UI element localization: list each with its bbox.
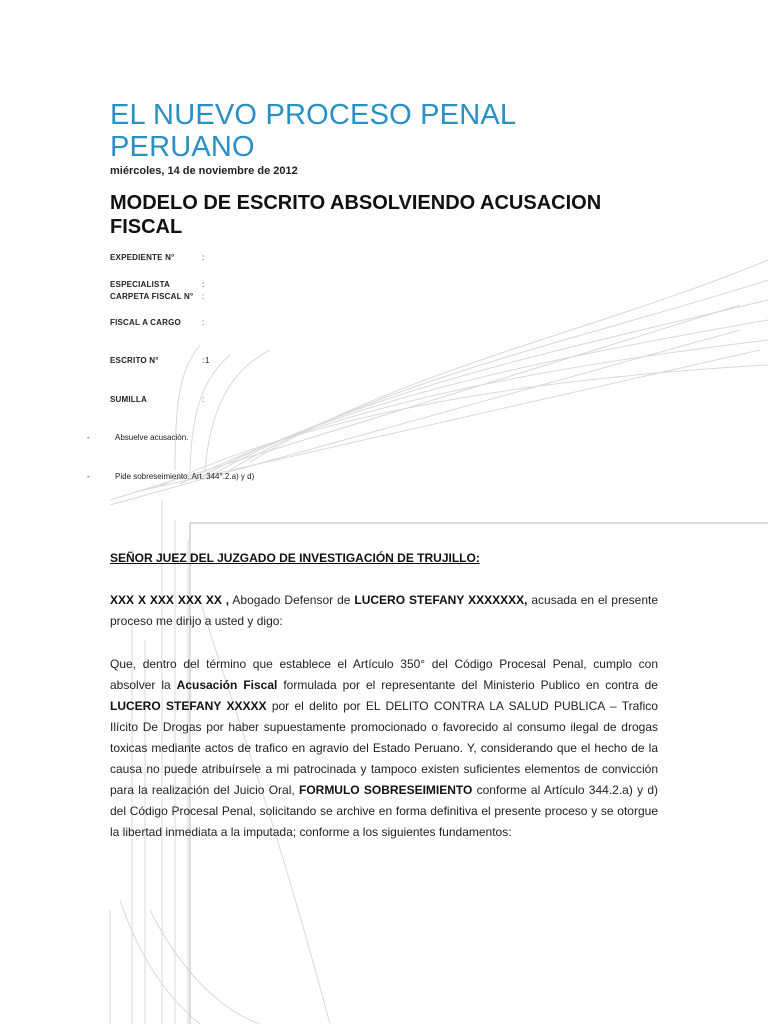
field-label: ESCRITO N° — [110, 356, 159, 365]
field-label: CARPETA FISCAL N° — [110, 292, 194, 301]
post-date: miércoles, 14 de noviembre de 2012 — [110, 165, 298, 177]
field-label: ESPECIALISTA — [110, 280, 171, 289]
intro-paragraph — [110, 590, 658, 632]
body-text: formulada por el representante del Ministerio Publico en contra de — [277, 678, 658, 692]
field-label: EXPEDIENTE N° — [110, 253, 175, 262]
intro-text: Abogado Defensor de — [229, 593, 355, 607]
bullet-dash: - — [87, 433, 90, 442]
court-address: SEÑOR JUEZ DEL JUZGADO DE INVESTIGACIÓN DE TRUJILLO: — [110, 551, 480, 565]
field-separator: : — [202, 318, 205, 327]
bullet-text: Pide sobreseimiento. Art. 344°.2.a) y d) — [115, 472, 255, 481]
field-separator: : — [202, 356, 205, 365]
field-label: SUMILLA — [110, 395, 147, 404]
body-bold: FORMULO SOBRESEIMIENTO — [298, 783, 473, 797]
field-separator: : — [202, 280, 205, 289]
post-title[interactable]: MODELO DE ESCRITO ABSOLVIENDO ACUSACION FISCAL — [110, 192, 602, 238]
body-bold: Acusación Fiscal — [176, 678, 278, 692]
bullet-text: Absuelve acusación. — [115, 433, 189, 442]
field-separator: : — [202, 292, 205, 301]
body-text: conforme al Artículo 344.2.a) y d) del Código Procesal Penal, solicitando se archive en forma definitiva el presente proceso y se otorgue la libertad inmediata a la imputada; conforme a los siguientes fundamentos: — [110, 783, 659, 839]
field-label: FISCAL A CARGO — [110, 318, 181, 327]
field-separator: : — [202, 253, 205, 262]
intro-text: acusada en el presente proceso me dirijo a usted y digo: — [110, 593, 658, 628]
client-name: LUCERO STEFANY XXXXXXX, — [354, 593, 528, 607]
field-value: 1 — [205, 356, 210, 365]
blog-title[interactable]: EL NUEVO PROCESO PENAL PERUANO — [110, 99, 516, 163]
bullet-dash: - — [87, 472, 90, 481]
field-separator: : — [202, 395, 205, 404]
body-text: Que, dentro del término que establece el Artículo 350° del Código Procesal Penal, cumplo con absolver la — [110, 657, 658, 692]
body-bold: LUCERO STEFANY XXXXX — [110, 699, 267, 713]
lawyer-name: XXX X XXX XXX XX , — [110, 593, 230, 607]
body-paragraph — [110, 654, 658, 843]
body-text: por el delito por EL DELITO CONTRA LA SALUD PUBLICA – Trafico Ilícito De Drogas por haber supuestamente promocionado o favorecido al consumo ilegal de drogas toxicas mediante actos de trafico en agravio del Estado Peruano. Y, considerando que el hecho de la causa no puede atribuírsele a mi patrocinada y tampoco existen suficientes elementos de convicción para la realización del Juicio Oral, — [110, 699, 658, 797]
